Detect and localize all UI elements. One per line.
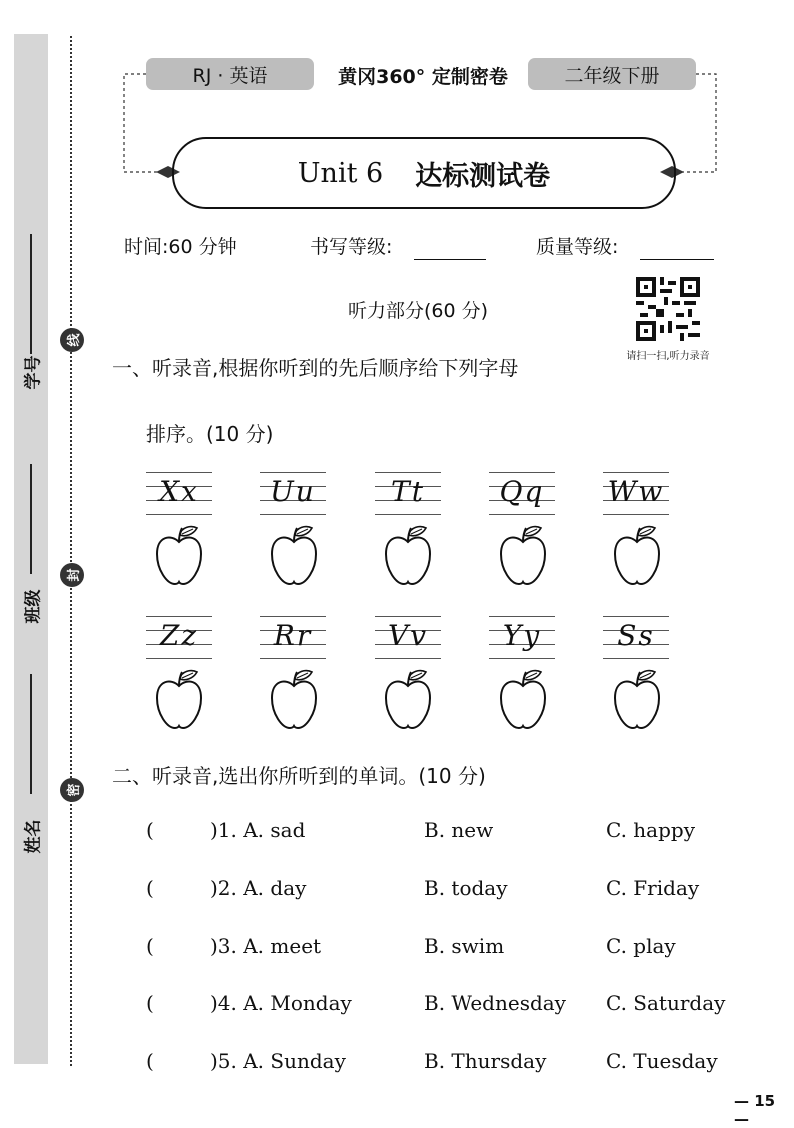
letter-cell (260, 616, 326, 660)
apple-icon (382, 524, 434, 586)
answer-paren[interactable]: ( (146, 1049, 154, 1073)
letter-text: Xx (159, 475, 199, 508)
letter-cell (260, 472, 326, 516)
seal-mark-line: 线 (60, 328, 84, 352)
qr-code-icon (636, 277, 700, 341)
option-b: B. Thursday (424, 1049, 547, 1073)
letter-text: Uu (270, 475, 316, 508)
name-line (30, 674, 32, 794)
unit-label: Unit 6 (297, 157, 384, 189)
letter-cell (603, 616, 669, 660)
apple-icon (153, 524, 205, 586)
edition-badge: RJ · 英语 (146, 58, 314, 90)
q1-instruction-line2: 排序。(10 分) (146, 422, 274, 446)
listening-heading: 听力部分(60 分) (347, 300, 489, 322)
page-title (172, 137, 676, 209)
apple-icon (268, 668, 320, 730)
option-c: C. Friday (606, 876, 700, 900)
letter-text: Ss (617, 619, 655, 652)
seal-mark-seal: 封 (60, 563, 84, 587)
letter-cell (375, 616, 441, 660)
option-a: )1. A. sad (210, 818, 306, 842)
writing-grade-label: 书写等级: (310, 236, 393, 258)
letter-cell (489, 616, 555, 660)
q2-instruction: 二、听录音,选出你所听到的单词。(10 分) (112, 764, 486, 788)
letter-cell (489, 472, 555, 516)
seal-mark-close: 密 (60, 778, 84, 802)
letter-text: Rr (273, 619, 313, 652)
qr-caption: 请扫一扫,听力录音 (626, 351, 710, 362)
option-c: C. Saturday (606, 991, 726, 1015)
apple-icon (497, 524, 549, 586)
student-id-line (30, 234, 32, 354)
option-c: C. play (606, 934, 676, 958)
option-c: C. Tuesday (606, 1049, 718, 1073)
option-c: C. happy (606, 818, 696, 842)
brand-title: 黄冈360° 定制密卷 (338, 65, 508, 88)
letter-cell (146, 616, 212, 660)
binding-strip (14, 34, 48, 1064)
letter-text: Yy (502, 619, 542, 652)
page-number: — 15 — (734, 1092, 776, 1128)
letter-cell (146, 472, 212, 516)
name-label: 姓名 (23, 819, 44, 854)
letter-text: Tt (391, 475, 425, 508)
option-b: B. today (424, 876, 508, 900)
q2-item (0, 818, 794, 848)
letter-text: Vv (387, 619, 429, 652)
option-a: )2. A. day (210, 876, 307, 900)
time-info: 时间:60 分钟 (124, 236, 237, 258)
option-a: )5. A. Sunday (210, 1049, 346, 1073)
q2-item (0, 1049, 794, 1079)
q1-instruction-line1: 一、听录音,根据你听到的先后顺序给下列字母 (112, 356, 519, 380)
letter-cell (603, 472, 669, 516)
option-a: )4. A. Monday (210, 991, 352, 1015)
option-a: )3. A. meet (210, 934, 322, 958)
apple-icon (153, 668, 205, 730)
apple-icon (611, 668, 663, 730)
apple-icon (268, 524, 320, 586)
option-b: B. new (424, 818, 494, 842)
grade-badge: 二年级下册 (528, 58, 696, 90)
answer-paren[interactable]: ( (146, 876, 154, 900)
answer-paren[interactable]: ( (146, 991, 154, 1015)
cut-dotted-line (70, 36, 72, 1066)
letter-text: Ww (607, 475, 665, 508)
apple-icon (382, 668, 434, 730)
answer-paren[interactable]: ( (146, 818, 154, 842)
class-label: 班级 (23, 589, 44, 624)
letter-text: Zz (159, 619, 199, 652)
q2-item (0, 991, 794, 1021)
answer-paren[interactable]: ( (146, 934, 154, 958)
option-b: B. swim (424, 934, 505, 958)
apple-icon (497, 668, 549, 730)
letter-cell (375, 472, 441, 516)
apple-icon (611, 524, 663, 586)
option-b: B. Wednesday (424, 991, 566, 1015)
student-id-label: 学号 (23, 355, 44, 390)
quality-grade-blank (640, 259, 714, 260)
test-name: 达标测试卷 (415, 160, 551, 192)
q2-item (0, 876, 794, 906)
class-line (30, 464, 32, 574)
q2-item (0, 934, 794, 964)
quality-grade-label: 质量等级: (536, 236, 619, 258)
writing-grade-blank (414, 259, 486, 260)
letter-text: Qq (499, 475, 545, 508)
